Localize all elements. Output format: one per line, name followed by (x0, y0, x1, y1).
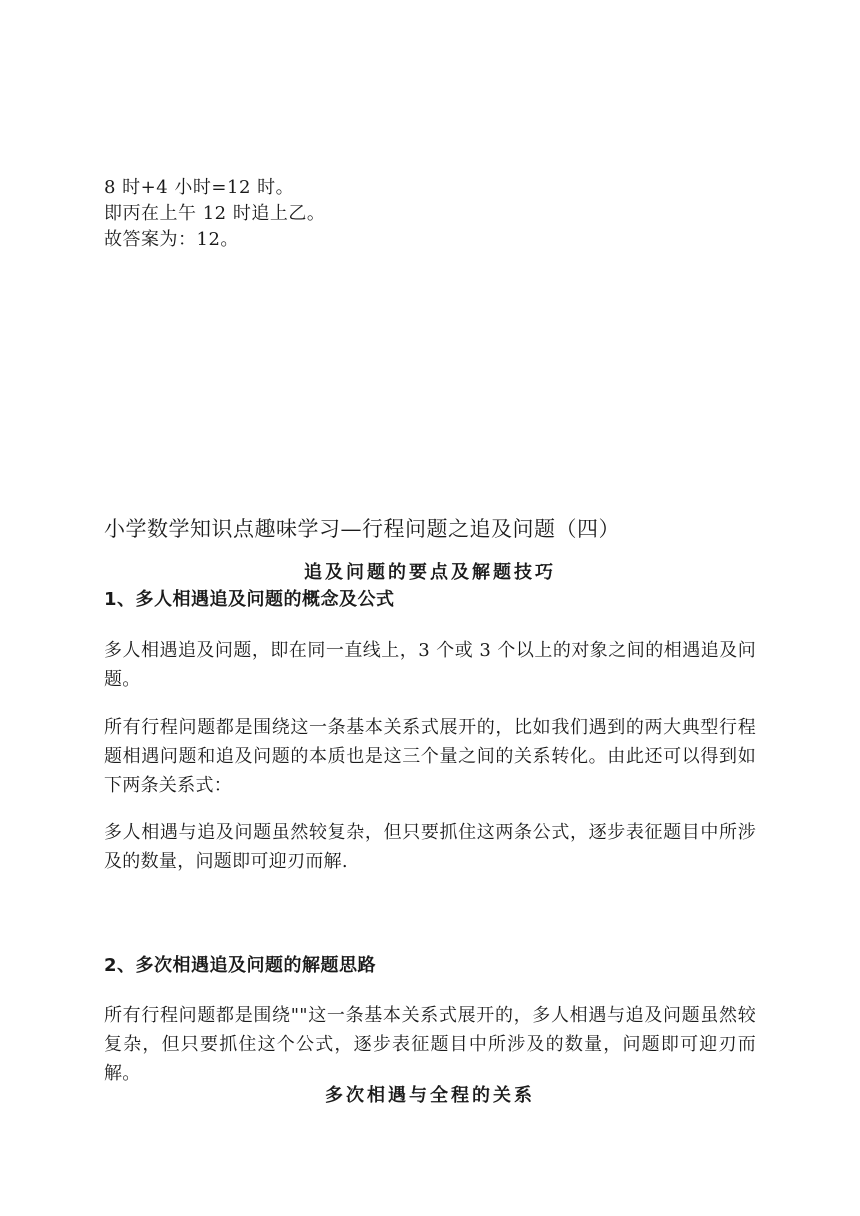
section-1-paragraph-2: 所有行程问题都是围绕这一条基本关系式展开的，比如我们遇到的两大典型行程题相遇问题和追及问题的本质也是这三个量之间的关系转化。由此还可以得到如下两条关系式： (104, 717, 756, 796)
section-2-subheading: 多次相遇与全程的关系 (325, 1085, 535, 1106)
section-2-paragraph-1: 所有行程问题都是围绕""这一条基本关系式展开的，多人相遇与追及问题虽然较复杂，但只要抓住这个公式，逐步表征题目中所涉及的数量，问题即可迎刃而解。 (104, 1005, 756, 1084)
document-subtitle: 追及问题的要点及解题技巧 (304, 562, 556, 583)
document-title: 小学数学知识点趣味学习—行程问题之追及问题（四） (104, 517, 620, 541)
answer-line-1: 8 时+4 小时=12 时。 (104, 177, 295, 198)
section-1-paragraph-1: 多人相遇追及问题，即在同一直线上，3 个或 3 个以上的对象之间的相遇追及问题。 (104, 640, 756, 690)
answer-line-2: 即丙在上午 12 时追上乙。 (104, 203, 326, 224)
section-1-paragraph-3: 多人相遇与追及问题虽然较复杂，但只要抓住这两条公式，逐步表征题目中所涉及的数量，问题即可迎刃而解. (104, 822, 756, 872)
answer-line-3: 故答案为：12。 (104, 229, 239, 250)
section-1-heading: 1、多人相遇追及问题的概念及公式 (104, 589, 395, 610)
section-2-heading: 2、多次相遇追及问题的解题思路 (104, 955, 377, 976)
